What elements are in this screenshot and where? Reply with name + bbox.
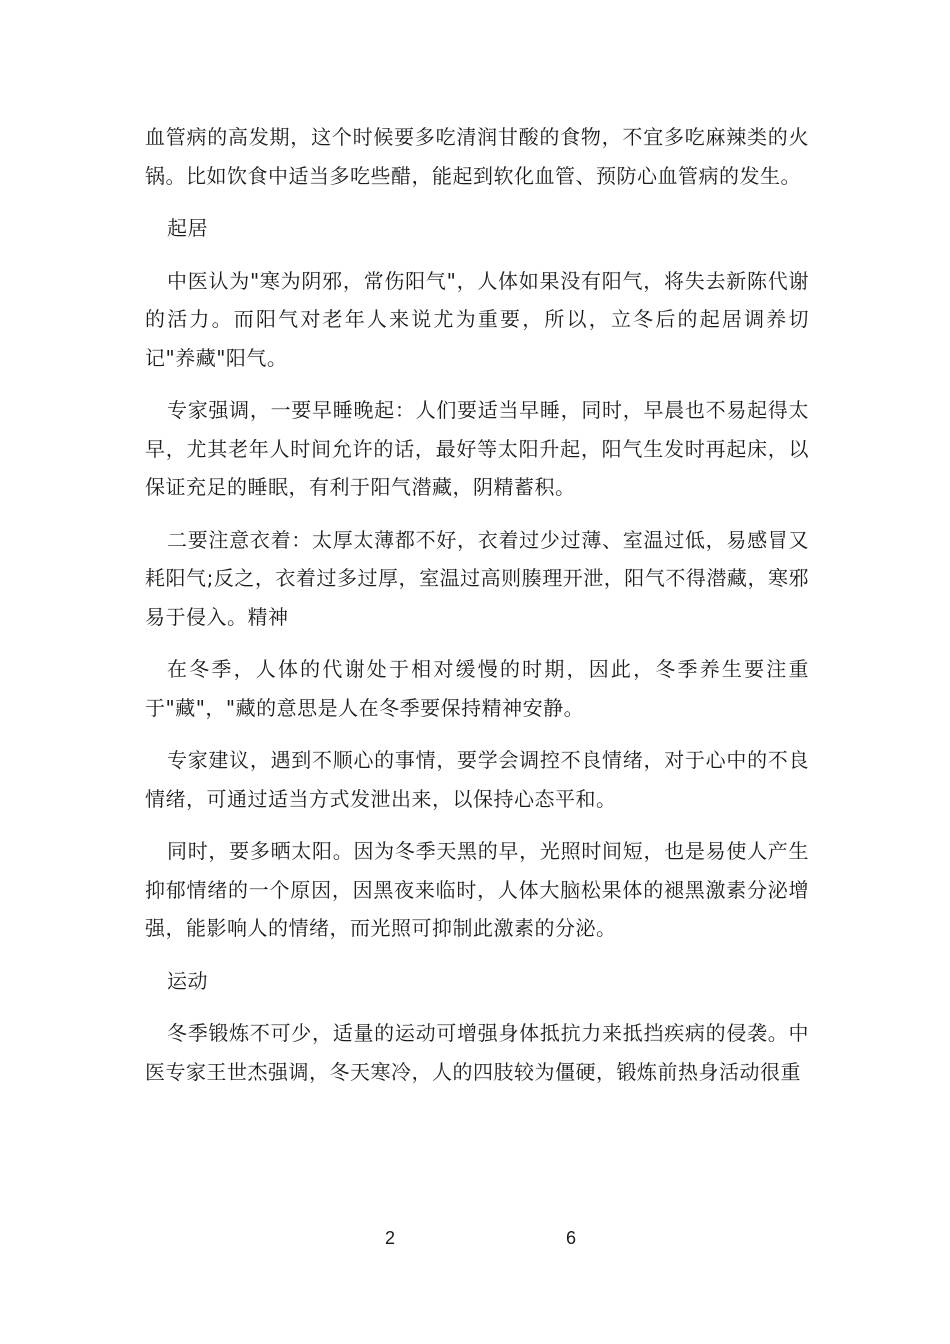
section-heading-yundong: 运动	[167, 968, 208, 993]
paragraph-1: 血管病的高发期，这个时候要多吃清润甘酸的食物，不宜多吃麻辣类的火锅。比如饮食中适当多吃些醋，能起到软化血管、预防心血管病的发生。	[145, 125, 809, 188]
document-body	[145, 118, 809, 1105]
paragraph-3: 专家强调，一要早睡晚起：人们要适当早睡，同时，早晨也不易起得太早，尤其老年人时间允许的话，最好等太阳升起，阳气生发时再起床，以保证充足的睡眠，有利于阳气潜藏，阴精蓄积。	[145, 398, 809, 499]
page-number-right: 6	[566, 1228, 577, 1248]
paragraph-7: 同时，要多晒太阳。因为冬季天黑的早，光照时间短，也是易使人产生抑郁情绪的一个原因，因黑夜来临时，人体大脑松果体的褪黑激素分泌增强，能影响人的情绪，而光照可抑制此激素的分泌。	[145, 839, 809, 940]
paragraph-5: 在冬季，人体的代谢处于相对缓慢的时期，因此，冬季养生要注重于"藏"，"藏的意思是人在冬季要保持精神安静。	[145, 657, 809, 720]
paragraph-4: 二要注意衣着：太厚太薄都不好，衣着过少过薄、室温过低，易感冒又耗阳气;反之，衣着过多过厚，室温过高则腠理开泄，阳气不得潜藏，寒邪易于侵入。精神	[145, 527, 809, 629]
paragraph-8: 冬季锻炼不可少，适量的运动可增强身体抵抗力来抵挡疾病的侵袭。中医专家王世杰强调，冬天寒冷，人的四肢较为僵硬，锻炼前热身活动很重	[145, 1021, 809, 1084]
paragraph-2: 中医认为"寒为阴邪，常伤阳气"，人体如果没有阳气，将失去新陈代谢的活力。而阳气对老年人来说尤为重要，所以，立冬后的起居调养切记"养藏"阳气。	[145, 268, 809, 370]
section-heading-qiju: 起居	[167, 216, 208, 240]
paragraph-6: 专家建议，遇到不顺心的事情，要学会调控不良情绪，对于心中的不良情绪，可通过适当方式发泄出来，以保持心态平和。	[145, 748, 809, 811]
page-number-left: 2	[385, 1228, 396, 1248]
